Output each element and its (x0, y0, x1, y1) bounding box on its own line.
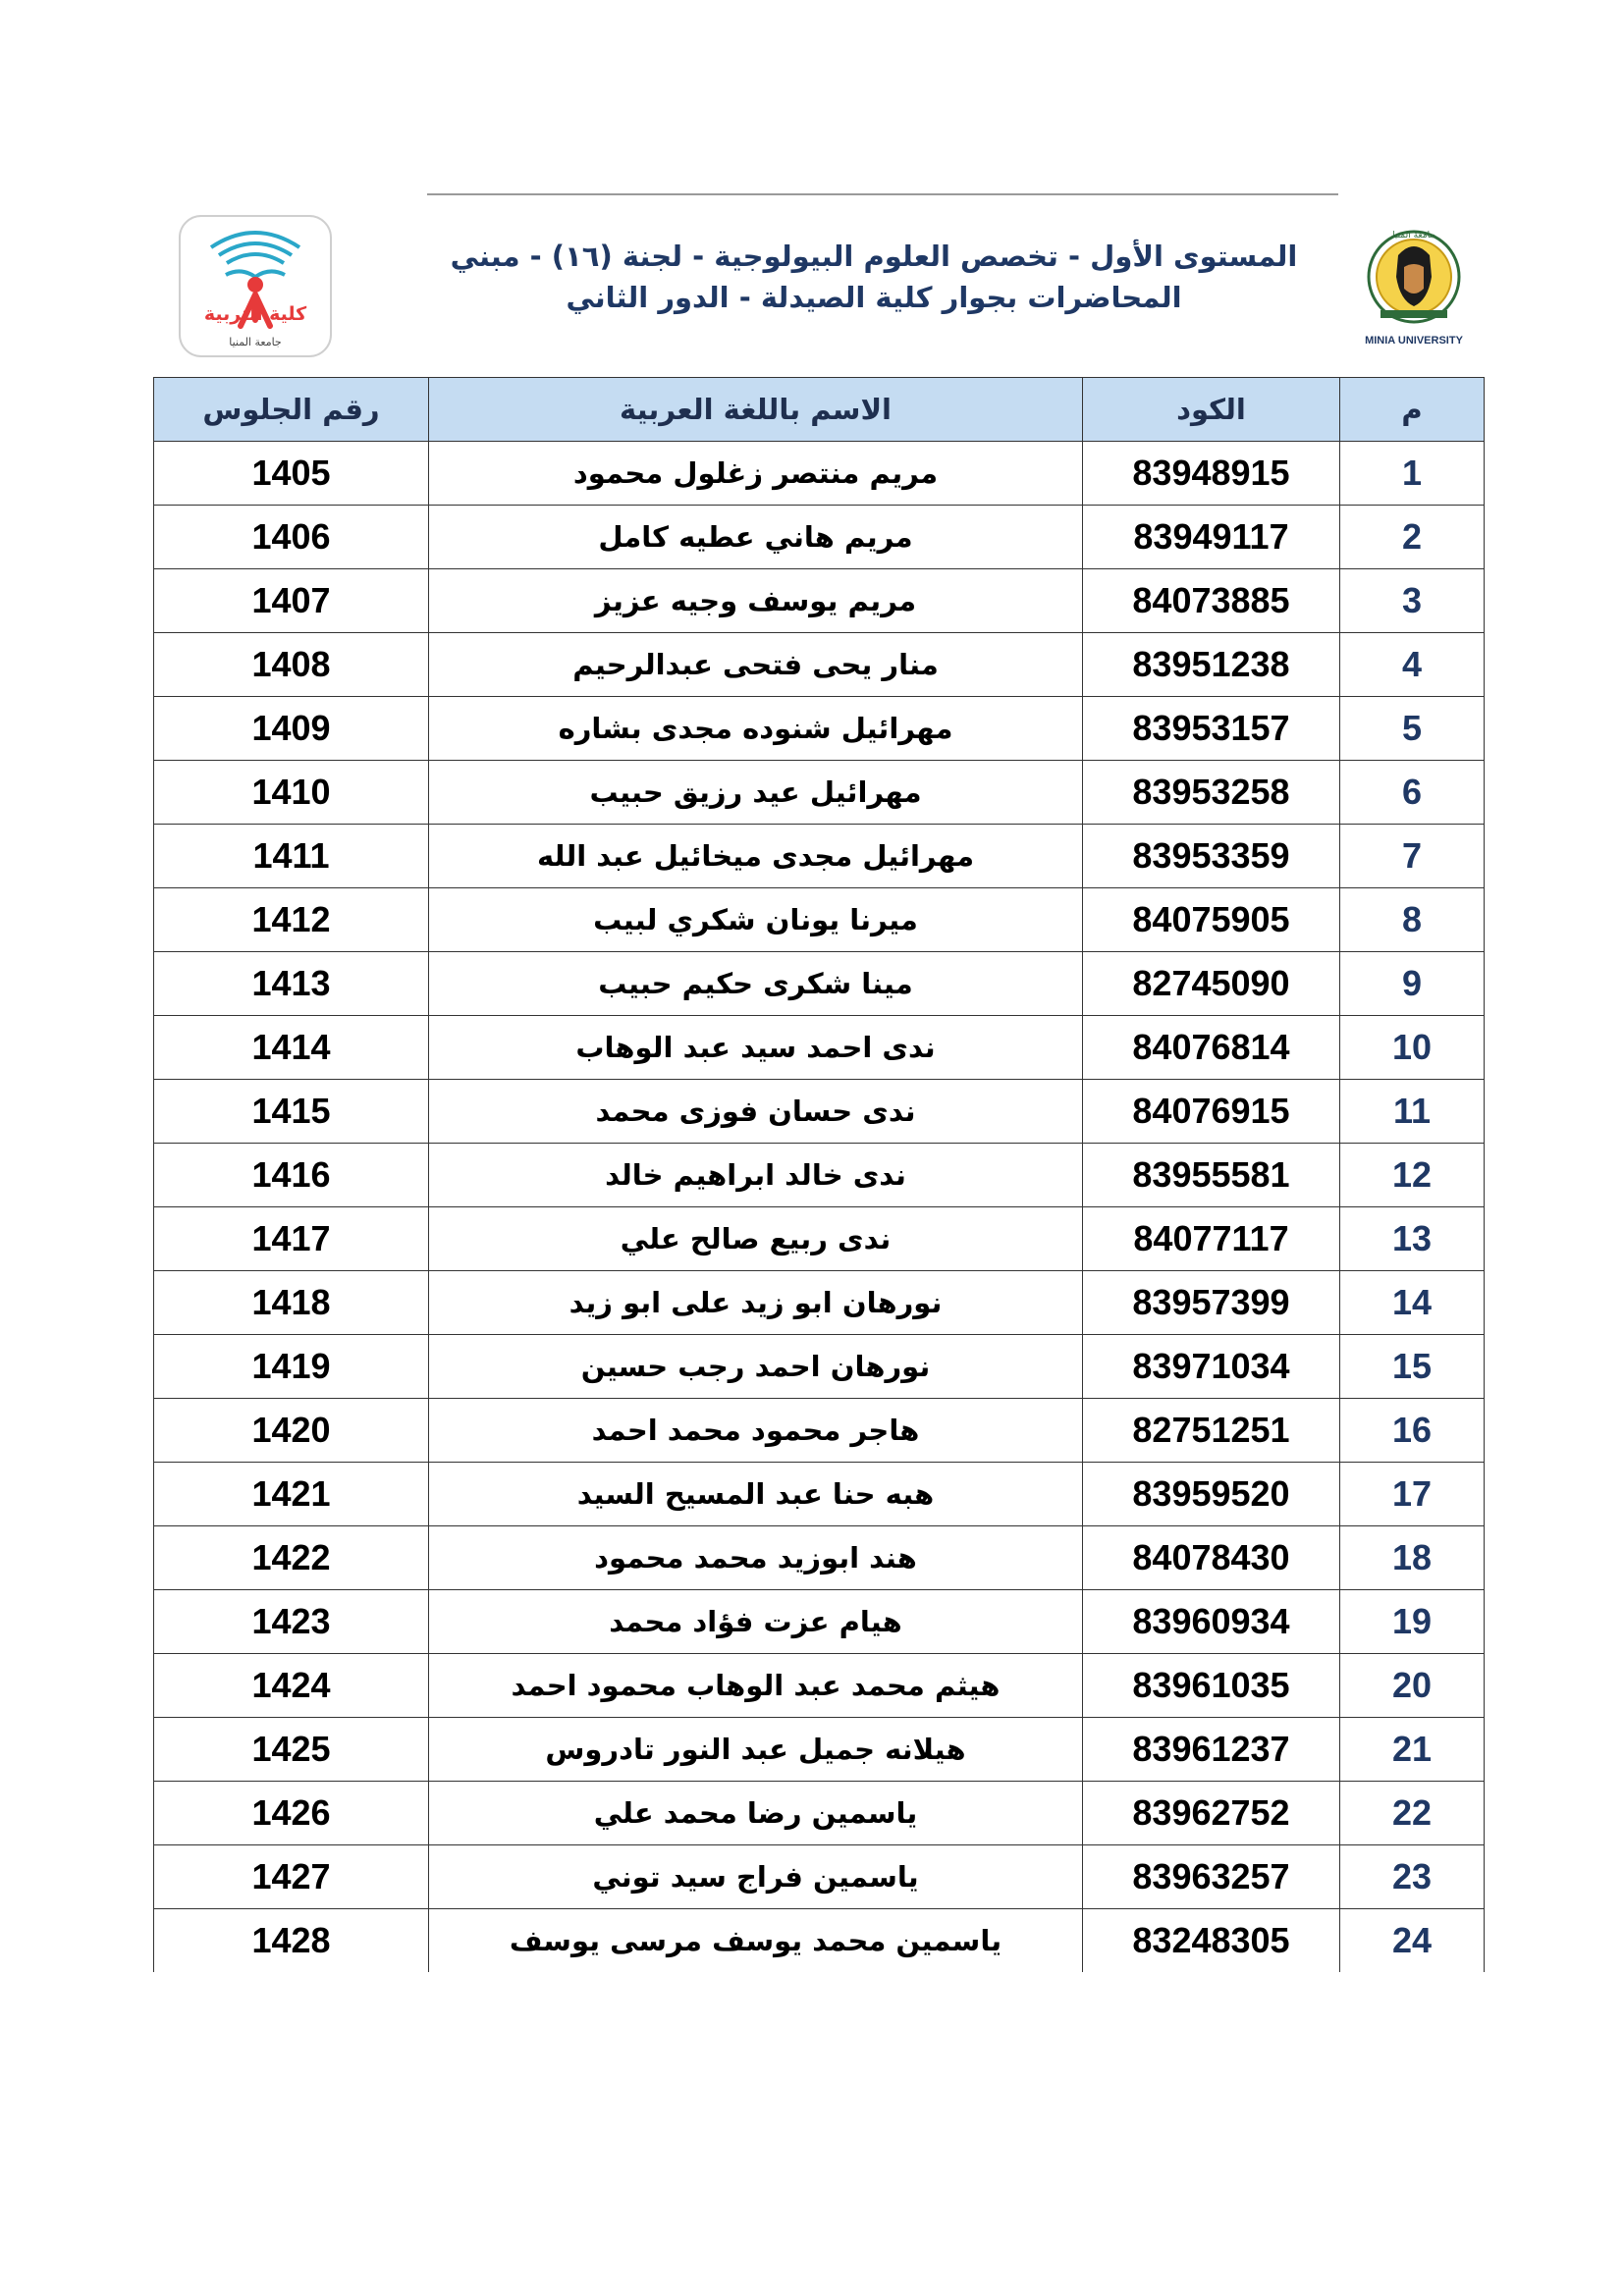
column-header-code: الكود (1083, 378, 1340, 442)
faculty-logo-name: كلية التربية (203, 303, 307, 325)
student-name-cell: مهرائيل عيد رزيق حبيب (429, 761, 1083, 825)
row-number-cell: 15 (1340, 1335, 1485, 1399)
seat-number-cell: 1426 (154, 1782, 429, 1845)
student-code-cell: 84076814 (1083, 1016, 1340, 1080)
student-code-cell: 83951238 (1083, 633, 1340, 697)
table-header-row (154, 378, 1485, 442)
row-number-cell: 22 (1340, 1782, 1485, 1845)
header-divider (427, 193, 1338, 195)
seat-number-cell: 1412 (154, 888, 429, 952)
seat-number-cell: 1428 (154, 1909, 429, 1973)
seat-number-cell: 1408 (154, 633, 429, 697)
page-title (412, 236, 1335, 318)
seat-number-cell: 1416 (154, 1144, 429, 1207)
table-row (154, 1207, 1485, 1271)
student-name-cell: هاجر محمود محمد احمد (429, 1399, 1083, 1463)
student-name-cell: مريم هاني عطيه كامل (429, 506, 1083, 569)
row-number-cell: 18 (1340, 1526, 1485, 1590)
table-body (154, 442, 1485, 1973)
seat-number-cell: 1418 (154, 1271, 429, 1335)
student-code-cell: 83957399 (1083, 1271, 1340, 1335)
seat-number-cell: 1419 (154, 1335, 429, 1399)
student-name-cell: ياسمين رضا محمد علي (429, 1782, 1083, 1845)
student-code-cell: 83960934 (1083, 1590, 1340, 1654)
student-roster-table (153, 377, 1485, 1972)
seat-number-cell: 1411 (154, 825, 429, 888)
table-row (154, 569, 1485, 633)
student-name-cell: هيثم محمد عبد الوهاب محمود احمد (429, 1654, 1083, 1718)
student-code-cell: 83948915 (1083, 442, 1340, 506)
student-code-cell: 83955581 (1083, 1144, 1340, 1207)
seat-number-cell: 1413 (154, 952, 429, 1016)
seat-number-cell: 1417 (154, 1207, 429, 1271)
student-name-cell: نورهان احمد رجب حسين (429, 1335, 1083, 1399)
student-name-cell: ندى ربيع صالح علي (429, 1207, 1083, 1271)
table-row (154, 888, 1485, 952)
student-name-cell: مهرائيل مجدى ميخائيل عبد الله (429, 825, 1083, 888)
row-number-cell: 13 (1340, 1207, 1485, 1271)
table-row (154, 1845, 1485, 1909)
student-code-cell: 83953258 (1083, 761, 1340, 825)
student-name-cell: مينا شكرى حكيم حبيب (429, 952, 1083, 1016)
seat-number-cell: 1405 (154, 442, 429, 506)
student-code-cell: 83961237 (1083, 1718, 1340, 1782)
page-title-line-2: المحاضرات بجوار كلية الصيدلة - الدور الثاني (566, 281, 1182, 314)
column-header-seat-number: رقم الجلوس (154, 378, 429, 442)
row-number-cell: 5 (1340, 697, 1485, 761)
seat-number-cell: 1425 (154, 1718, 429, 1782)
seat-number-cell: 1415 (154, 1080, 429, 1144)
student-name-cell: ندى حسان فوزى محمد (429, 1080, 1083, 1144)
row-number-cell: 14 (1340, 1271, 1485, 1335)
student-name-cell: نورهان ابو زيد على ابو زيد (429, 1271, 1083, 1335)
row-number-cell: 3 (1340, 569, 1485, 633)
seat-number-cell: 1410 (154, 761, 429, 825)
student-name-cell: مريم منتصر زغلول محمود (429, 442, 1083, 506)
row-number-cell: 7 (1340, 825, 1485, 888)
seat-number-cell: 1414 (154, 1016, 429, 1080)
faculty-of-education-logo (172, 210, 339, 362)
row-number-cell: 1 (1340, 442, 1485, 506)
student-name-cell: ندى خالد ابراهيم خالد (429, 1144, 1083, 1207)
row-number-cell: 8 (1340, 888, 1485, 952)
row-number-cell: 23 (1340, 1845, 1485, 1909)
table-row (154, 1526, 1485, 1590)
student-code-cell: 82751251 (1083, 1399, 1340, 1463)
student-name-cell: منار يحى فتحى عبدالرحيم (429, 633, 1083, 697)
table-row (154, 1080, 1485, 1144)
table-row (154, 761, 1485, 825)
seat-number-cell: 1423 (154, 1590, 429, 1654)
table-row (154, 442, 1485, 506)
minia-university-logo (1355, 216, 1473, 353)
table-row (154, 1399, 1485, 1463)
student-code-cell: 83959520 (1083, 1463, 1340, 1526)
column-header-number: م (1340, 378, 1485, 442)
row-number-cell: 16 (1340, 1399, 1485, 1463)
student-code-cell: 84078430 (1083, 1526, 1340, 1590)
row-number-cell: 4 (1340, 633, 1485, 697)
faculty-logo-university: جامعة المنيا (229, 336, 282, 348)
table-row (154, 825, 1485, 888)
student-code-cell: 83248305 (1083, 1909, 1340, 1973)
student-code-cell: 83961035 (1083, 1654, 1340, 1718)
student-name-cell: هيام عزت فؤاد محمد (429, 1590, 1083, 1654)
student-code-cell: 84077117 (1083, 1207, 1340, 1271)
table-row (154, 952, 1485, 1016)
table-row (154, 1271, 1485, 1335)
student-name-cell: ميرنا يونان شكري لبيب (429, 888, 1083, 952)
row-number-cell: 10 (1340, 1016, 1485, 1080)
table-row (154, 1718, 1485, 1782)
seat-number-cell: 1409 (154, 697, 429, 761)
student-code-cell: 83963257 (1083, 1845, 1340, 1909)
table-row (154, 1590, 1485, 1654)
table-row (154, 633, 1485, 697)
row-number-cell: 12 (1340, 1144, 1485, 1207)
row-number-cell: 20 (1340, 1654, 1485, 1718)
student-code-cell: 84076915 (1083, 1080, 1340, 1144)
student-code-cell: 84075905 (1083, 888, 1340, 952)
seat-number-cell: 1420 (154, 1399, 429, 1463)
student-code-cell: 83953157 (1083, 697, 1340, 761)
row-number-cell: 17 (1340, 1463, 1485, 1526)
row-number-cell: 2 (1340, 506, 1485, 569)
row-number-cell: 6 (1340, 761, 1485, 825)
student-code-cell: 82745090 (1083, 952, 1340, 1016)
row-number-cell: 21 (1340, 1718, 1485, 1782)
student-code-cell: 83962752 (1083, 1782, 1340, 1845)
seat-number-cell: 1422 (154, 1526, 429, 1590)
row-number-cell: 9 (1340, 952, 1485, 1016)
student-name-cell: هيلانه جميل عبد النور تادروس (429, 1718, 1083, 1782)
table-row (154, 1782, 1485, 1845)
student-name-cell: مريم يوسف وجيه عزيز (429, 569, 1083, 633)
student-code-cell: 84073885 (1083, 569, 1340, 633)
table-row (154, 1463, 1485, 1526)
page-title-line-1: المستوى الأول - تخصص العلوم البيولوجية - لجنة (١٦) - مبني (450, 240, 1298, 273)
seat-number-cell: 1427 (154, 1845, 429, 1909)
seat-number-cell: 1424 (154, 1654, 429, 1718)
student-name-cell: ياسمين فراج سيد توني (429, 1845, 1083, 1909)
table-row (154, 1909, 1485, 1973)
row-number-cell: 24 (1340, 1909, 1485, 1973)
student-code-cell: 83949117 (1083, 506, 1340, 569)
row-number-cell: 19 (1340, 1590, 1485, 1654)
student-code-cell: 83971034 (1083, 1335, 1340, 1399)
seat-number-cell: 1406 (154, 506, 429, 569)
seat-number-cell: 1407 (154, 569, 429, 633)
student-name-cell: مهرائيل شنوده مجدى بشاره (429, 697, 1083, 761)
table-row (154, 1016, 1485, 1080)
student-name-cell: هبه حنا عبد المسيح السيد (429, 1463, 1083, 1526)
student-name-cell: ياسمين محمد يوسف مرسى يوسف (429, 1909, 1083, 1973)
university-logo-english: MINIA UNIVERSITY (1365, 335, 1463, 347)
table-row (154, 1144, 1485, 1207)
table-row (154, 506, 1485, 569)
column-header-name: الاسم باللغة العربية (429, 378, 1083, 442)
seat-number-cell: 1421 (154, 1463, 429, 1526)
student-name-cell: هند ابوزيد محمد محمود (429, 1526, 1083, 1590)
table-row (154, 697, 1485, 761)
university-logo-arabic: جامعة المنيا (1392, 231, 1435, 240)
student-name-cell: ندى احمد سيد عبد الوهاب (429, 1016, 1083, 1080)
table-row (154, 1335, 1485, 1399)
table-row (154, 1654, 1485, 1718)
student-code-cell: 83953359 (1083, 825, 1340, 888)
row-number-cell: 11 (1340, 1080, 1485, 1144)
